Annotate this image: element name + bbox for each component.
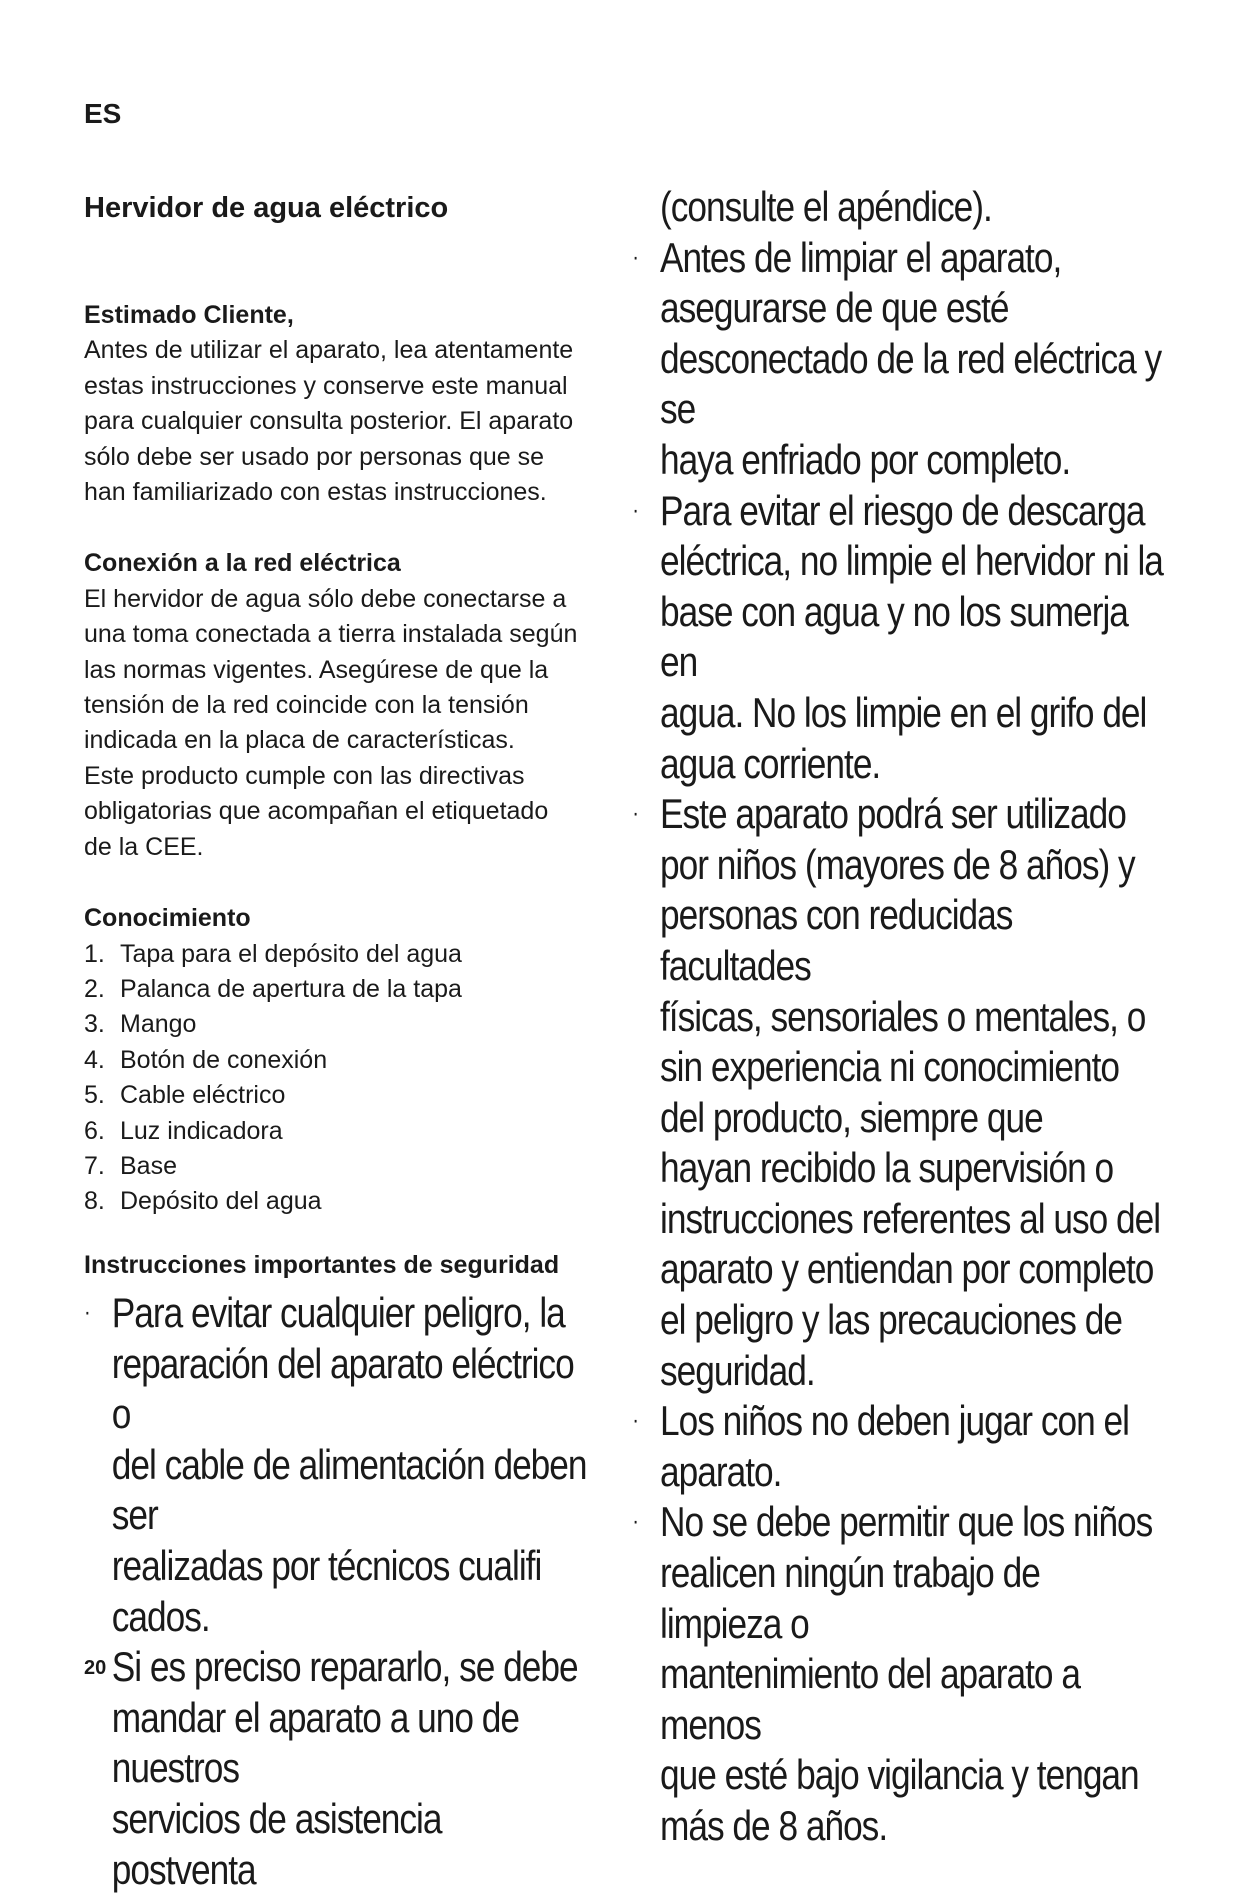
- list-item: 1. Tapa para el depósito del agua: [84, 939, 462, 968]
- page-title: Hervidor de agua eléctrico: [84, 192, 449, 224]
- intro-line: para cualquier consulta posterior. El aparato: [84, 407, 574, 436]
- parts-list: [84, 937, 604, 1220]
- safety-left-block: [84, 1288, 588, 1895]
- power-line: obligatorias que acompañan el etiquetado: [84, 797, 549, 826]
- list-item: 5. Cable eléctrico: [84, 1081, 286, 1110]
- list-item: 6. Luz indicadora: [84, 1116, 283, 1145]
- power-line: indicada en la placa de características.: [84, 726, 515, 755]
- parts-section: [84, 901, 604, 1220]
- safety-bullet-item: · Los niños no deben jugar con el aparato.: [632, 1397, 1129, 1495]
- safety-bullet-item: · No se debe permitir que los niños realicen ningún trabajo de limpieza o mantenimiento del aparato a menos que esté bajo vigilancia y tengan más de 8 años.: [632, 1498, 1153, 1849]
- safety-bullet-item: · Este aparato podrá ser utilizado por niños (mayores de 8 años) y personas con reducidas facultades físicas, sensoriales o mentales, o sin experiencia ni conocimiento del producto, siempre que hayan recibido la supervisión o instrucciones referentes al uso del aparato y entiendan por completo el peligro y las precauciones de seguridad.: [632, 790, 1161, 1394]
- intro-line: han familiarizado con estas instrucciones.: [84, 478, 547, 507]
- power-line: Este producto cumple con las directivas: [84, 761, 525, 790]
- safety-bullet-item: · Para evitar cualquier peligro, la reparación del aparato eléctrico o del cable de alimentación deben ser realizadas por técnicos cualifi cados. Si es preciso repararlo, se debe mandar el aparato a uno de nuestros servicios de asistencia postventa: [84, 1289, 587, 1893]
- power-line: tensión de la red coincide con la tensión: [84, 691, 529, 720]
- page-number: 20: [84, 1657, 107, 1679]
- safety-bullet-item: · Antes de limpiar el aparato, asegurarse de que esté desconectado de la red eléctrica y se haya enfriado por completo.: [632, 233, 1162, 483]
- bullet-dot: ·: [632, 1407, 638, 1435]
- power-heading: Conexión a la red eléctrica: [84, 549, 401, 578]
- language-code: ES: [84, 98, 122, 129]
- safety-bullet-item: · Para evitar el riesgo de descarga eléctrica, no limpie el hervidor ni la base con agua y no los sumerja en agua. No los limpie en el grifo del agua corriente.: [632, 486, 1163, 787]
- intro-section: [84, 298, 604, 510]
- bullet-dot: ·: [632, 800, 638, 828]
- bullet-dot: ·: [632, 1508, 638, 1536]
- power-line: El hervidor de agua sólo debe conectarse a: [84, 584, 567, 613]
- power-line: las normas vigentes. Asegúrese de que la: [84, 655, 549, 684]
- list-item: 3. Mango: [84, 1010, 197, 1039]
- power-line: una toma conectada a tierra instalada según: [84, 620, 578, 649]
- bullet-dot: ·: [632, 243, 638, 271]
- list-item: 2. Palanca de apertura de la tapa: [84, 974, 462, 1003]
- intro-heading: Estimado Cliente,: [84, 301, 294, 329]
- list-item: 8. Depósito del agua: [84, 1187, 322, 1216]
- left-column: [84, 298, 604, 1283]
- safety-heading: Instrucciones importantes de seguridad: [84, 1250, 560, 1279]
- continued-text: (consulte el apéndice).: [660, 183, 992, 230]
- safety-right-column: [632, 182, 1164, 1852]
- list-item: 7. Base: [84, 1151, 177, 1180]
- list-item: 4. Botón de conexión: [84, 1045, 328, 1074]
- intro-line: Antes de utilizar el aparato, lea atentamente: [84, 336, 574, 365]
- power-section: [84, 546, 604, 865]
- intro-line: sólo debe ser usado por personas que se: [84, 442, 545, 471]
- bullet-dot: ·: [632, 496, 638, 524]
- intro-line: estas instrucciones y conserve este manual: [84, 371, 568, 400]
- bullet-dot: ·: [84, 1299, 90, 1326]
- power-line: de la CEE.: [84, 832, 204, 861]
- parts-heading: Conocimiento: [84, 904, 251, 933]
